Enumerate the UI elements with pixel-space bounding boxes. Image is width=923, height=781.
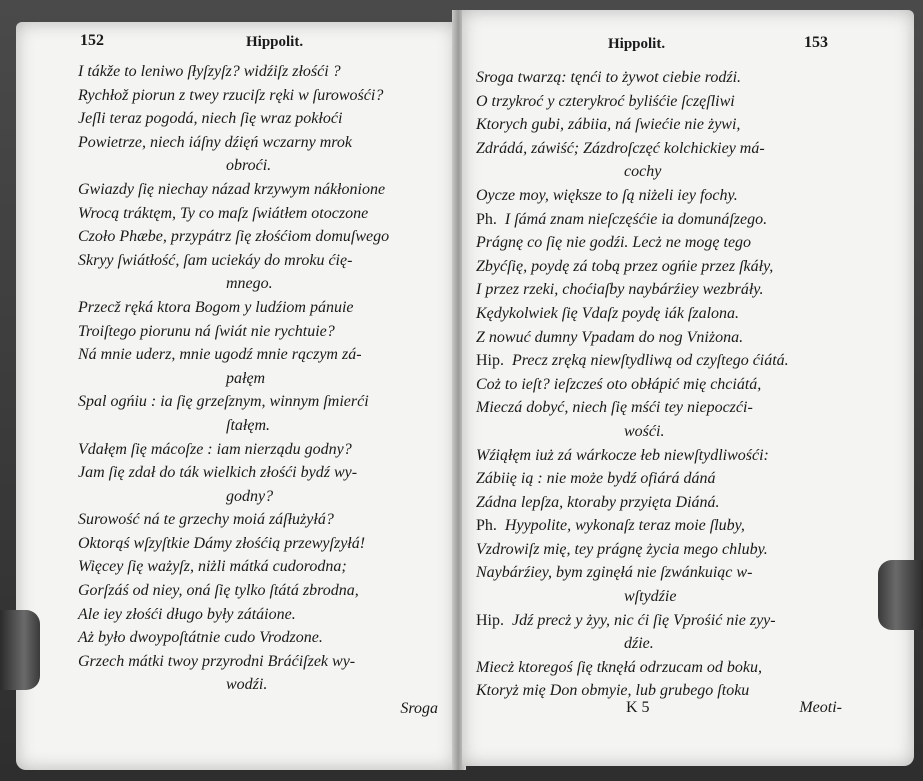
left-page: [16, 22, 456, 770]
verse-text: Surowość ná te grzechy moiá záſłużyłá?: [78, 511, 334, 529]
verse-line: [78, 414, 448, 438]
verse-line: [78, 390, 448, 414]
verse-line: [476, 90, 842, 114]
left-page-number: 152: [80, 32, 104, 49]
verse-line: [78, 367, 448, 391]
verse-text: Sroga twarzą: tęnći to żywot ciebie rodźi.: [476, 69, 742, 86]
verse-text: dźie.: [624, 635, 654, 653]
verse-text: Vzdrowiſz mię, tey prágnę życia mego chluby.: [476, 540, 768, 558]
verse-text: Zbyćſię, poydę zá tobą przez ogńie przez ſkáły,: [476, 257, 774, 275]
verse-text: Jeſli teraz pogodá, niech ſię wraz pokłoći: [78, 110, 343, 128]
verse-line: [476, 373, 842, 397]
verse-text: Precz zręką niewſtydliwą od czyſtego ćiátá.: [512, 352, 789, 370]
verse-line: [476, 491, 842, 515]
verse-line: [476, 137, 842, 161]
verse-text: Przecž ręká ktora Bogom y ludźiom pánuie: [78, 298, 354, 316]
speaker-label: Ph.: [476, 210, 497, 228]
right-page: [462, 10, 914, 766]
verse-line: [78, 154, 448, 178]
verse-text: ſtałęm.: [226, 416, 270, 434]
verse-line: [78, 673, 448, 697]
verse-line: [476, 467, 842, 491]
verse-line: [78, 579, 448, 603]
verse-line: [476, 632, 842, 656]
verse-line: [476, 561, 842, 585]
verse-line: [476, 349, 842, 373]
verse-text: Ktoryż mię Don obmyie, lub grubego ſtoku: [476, 682, 750, 700]
verse-line: [78, 508, 448, 532]
verse-line: [78, 84, 448, 108]
verse-text: Gorſzáś od niey, oná ſię tylko ſtátá zbrodna,: [78, 582, 359, 600]
verse-line: [78, 626, 448, 650]
verse-line: [476, 208, 842, 232]
verse-line: [78, 249, 448, 273]
verse-line: [476, 396, 842, 420]
verse-line: [78, 461, 448, 485]
verse-line: [476, 255, 842, 279]
verse-text: Kędykolwiek ſię Vdaſz poydę iák ſzalona.: [476, 304, 740, 322]
verse-text: Ná mnie uderz, mnie ugodź mnie rączym zá-: [78, 346, 362, 364]
signature-mark: K 5: [626, 699, 650, 716]
verse-line: [476, 184, 842, 208]
verse-text: Skryy ſwiátłość, ſam uciekáy do mroku ćię-: [78, 251, 353, 269]
verse-text: Ktorych gubi, zábiia, ná ſwiećie nie żywi,: [476, 116, 741, 134]
verse-text: Gwiazdy ſię niechay názad krzywym nákłonione: [78, 180, 386, 198]
verse-text: Wrocą tráktęm, Ty co maſz ſwiátłem otoczone: [78, 204, 369, 222]
verse-text: Sroga: [400, 700, 438, 718]
verse-line: [78, 697, 448, 721]
verse-line: [78, 555, 448, 579]
verse-text: Z nowuć dumny Vpadam do nog Vniżona.: [476, 328, 744, 346]
verse-text: Naybárźiey, bym zginęłá nie ſzwánkuiąc w-: [476, 564, 753, 582]
verse-line: [476, 538, 842, 562]
verse-line: [78, 603, 448, 627]
verse-line: [476, 66, 842, 90]
verse-text: Jdź precż y żyy, nic ći ſię Vprośić nie zyy-: [512, 611, 776, 629]
verse-text: Spal ogńiu : ia ſię grzeſznym, winnym ſmierći: [78, 393, 369, 411]
verse-text: Oktorąś wſzyſtkie Dámy złośćią przewyſzyłá!: [78, 534, 366, 552]
verse-line: [476, 444, 842, 468]
verse-text: I tákže to leniwo ſłyſzyſz? widźiſz złośći ?: [78, 63, 341, 80]
verse-line: [476, 514, 842, 538]
verse-line: [78, 60, 448, 84]
verse-line: [476, 113, 842, 137]
speaker-label: Hip.: [476, 352, 504, 370]
verse-text: Grzech mátki twoy przyrodni Bráćiſzek wy-: [78, 652, 356, 670]
verse-line: [476, 609, 842, 633]
verse-line: [476, 231, 842, 255]
verse-line: [78, 225, 448, 249]
verse-line: [476, 160, 842, 184]
verse-text: Zádna lepſza, ktoraby przyięta Diáná.: [476, 493, 720, 511]
verse-text: Hyypolite, wykonaſz teraz moie ſluby,: [504, 517, 745, 535]
verse-line: [78, 131, 448, 155]
verse-line: [78, 485, 448, 509]
verse-line: [78, 107, 448, 131]
verse-line: [78, 650, 448, 674]
binding-clip-left: [0, 610, 40, 690]
verse-text: Zábiię ią : nie może bydź ofiárá dáná: [476, 470, 716, 488]
verse-text: Oycze moy, większe to ſą niżeli iey fochy.: [476, 186, 738, 204]
verse-line: [78, 343, 448, 367]
verse-line: [78, 320, 448, 344]
verse-text: Vdałęm ſię mácoſze : iam nierządu godny?: [78, 440, 352, 458]
verse-text: Rychłož piorun z twey rzuciſz ręki w ſurowośći?: [78, 86, 384, 104]
verse-text: cochy: [624, 163, 662, 181]
verse-line: [78, 178, 448, 202]
verse-line: [476, 656, 842, 680]
verse-text: Troiſtego piorunu ná ſwiát nie rychtuie?: [78, 322, 335, 340]
verse-text: Więcey ſię ważyſz, niżli mátká cudorodna;: [78, 558, 347, 576]
verse-line: [78, 438, 448, 462]
verse-line: [476, 326, 842, 350]
right-text-block: [476, 66, 842, 703]
verse-text: I ſámá znam nieſczęśćie ia domunáſzego.: [504, 210, 768, 228]
verse-line: [476, 420, 842, 444]
verse-text: Jam ſię zdał do ták wielkich złośći bydź wy-: [78, 464, 358, 482]
verse-text: obroći.: [226, 157, 272, 175]
verse-text: godny?: [226, 487, 274, 505]
verse-text: I przez rzeki, choćiaſby naybárźiey wezbráły.: [476, 281, 764, 299]
left-running-head: Hippolit.: [246, 34, 304, 50]
verse-text: Czoło Phæbe, przypátrz ſię złośćiom domuſwego: [78, 228, 390, 246]
speaker-label: Ph.: [476, 517, 497, 535]
verse-text: O trzykroć y czterykroć byliśćie ſczęſliwi: [476, 92, 735, 110]
binding-clip-right: [878, 560, 923, 630]
verse-line: [78, 296, 448, 320]
speaker-label: Hip.: [476, 611, 504, 629]
verse-line: [476, 585, 842, 609]
verse-line: [476, 278, 842, 302]
verse-text: wośći.: [624, 422, 665, 440]
verse-line: [78, 202, 448, 226]
catchword: Meoti-: [799, 699, 842, 716]
verse-text: Aż było dwoypoſtátnie cudo Vrodzone.: [78, 629, 323, 647]
verse-text: Miecż ktoregoś ſię tknęłá odrzucam od boku,: [476, 658, 763, 676]
verse-text: wodźi.: [226, 676, 268, 694]
verse-text: Coż to ieſt? ieſzcześ oto obłápić mię chciátá,: [476, 375, 762, 393]
verse-text: wſtydźie: [624, 588, 677, 606]
verse-text: Mieczá dobyć, niech ſię mśći tey niepoczći-: [476, 399, 753, 417]
verse-line: [78, 272, 448, 296]
verse-text: Wźiąłęm iuż zá wárkocze łeb niewſtydliwośći:: [476, 446, 769, 464]
verse-line: [78, 532, 448, 556]
right-page-number: 153: [804, 34, 828, 51]
verse-text: Zdrádá, záwiść; Zázdroſczęć kolchickiey má-: [476, 139, 765, 157]
right-running-head: Hippolit.: [608, 36, 666, 52]
verse-text: Prágnę co ſię nie godźi. Lecż ne mogę tego: [476, 234, 752, 252]
verse-text: mnego.: [226, 275, 273, 293]
verse-text: Ale iey złośći długo były zátáione.: [78, 605, 296, 623]
left-text-block: [78, 60, 448, 721]
verse-text: pałęm: [226, 369, 266, 387]
verse-text: Powietrze, niech iáſny dźięń wczarny mrok: [78, 133, 353, 151]
verse-line: [476, 302, 842, 326]
right-page-footer: [476, 696, 842, 720]
